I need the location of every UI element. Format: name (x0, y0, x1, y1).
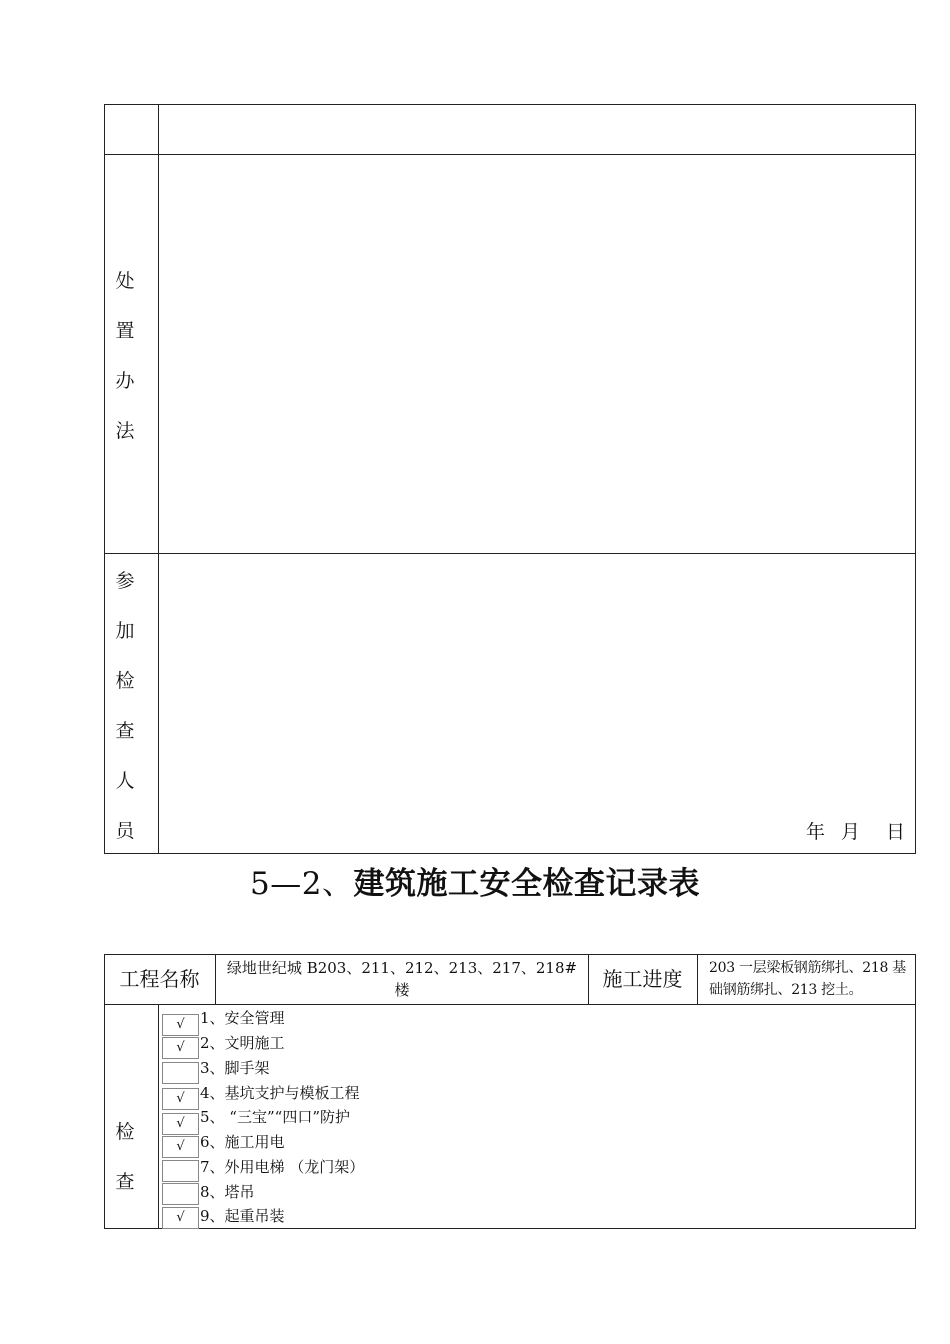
progress-value: 203 一层梁板钢筋绑扎、218 基础钢筋绑扎、213 挖土。 (709, 960, 906, 998)
checkbox-three-treasures[interactable]: √ (162, 1113, 199, 1135)
item-foundation-formwork: 4、基坑支护与模板工程 (200, 1084, 360, 1102)
item-civilized-construction: 2、文明施工 (200, 1034, 285, 1052)
project-name-value: 绿地世纪城 B203、211、212、213、217、218#楼 (226, 959, 578, 999)
page-title: 5—2、建筑施工安全检查记录表 (250, 866, 700, 902)
checkbox-hoisting[interactable]: √ (162, 1207, 199, 1229)
date-year: 年 (806, 821, 826, 843)
date-month: 月 (841, 821, 861, 843)
checkbox-construction-electricity[interactable]: √ (162, 1136, 199, 1158)
item-external-elevator: 7、外用电梯 （龙门架） (200, 1158, 365, 1176)
checkbox-external-elevator[interactable] (162, 1160, 199, 1182)
date-day: 日 (886, 821, 906, 843)
inspection-label: 检 查 (115, 1121, 135, 1193)
item-three-treasures: 5、 “三宝”“四口”防护 (200, 1108, 350, 1126)
item-scaffolding: 3、脚手架 (200, 1059, 270, 1077)
checkbox-safety-management[interactable]: √ (162, 1014, 199, 1036)
checkbox-civilized-construction[interactable]: √ (162, 1037, 199, 1059)
checkbox-scaffolding[interactable] (162, 1062, 199, 1084)
checkbox-tower-crane[interactable] (162, 1183, 199, 1205)
checkbox-foundation-formwork[interactable]: √ (162, 1088, 199, 1110)
progress-label: 施工进度 (602, 967, 683, 991)
disposal-method-label: 处 置 办 法 (115, 270, 135, 442)
item-tower-crane: 8、塔吊 (200, 1183, 255, 1201)
item-safety-management: 1、安全管理 (200, 1009, 285, 1027)
item-construction-electricity: 6、施工用电 (200, 1133, 285, 1151)
participants-label: 参 加 检 查 人 员 (115, 570, 135, 842)
project-name-label: 工程名称 (119, 967, 200, 991)
item-hoisting: 9、起重吊装 (200, 1207, 285, 1225)
